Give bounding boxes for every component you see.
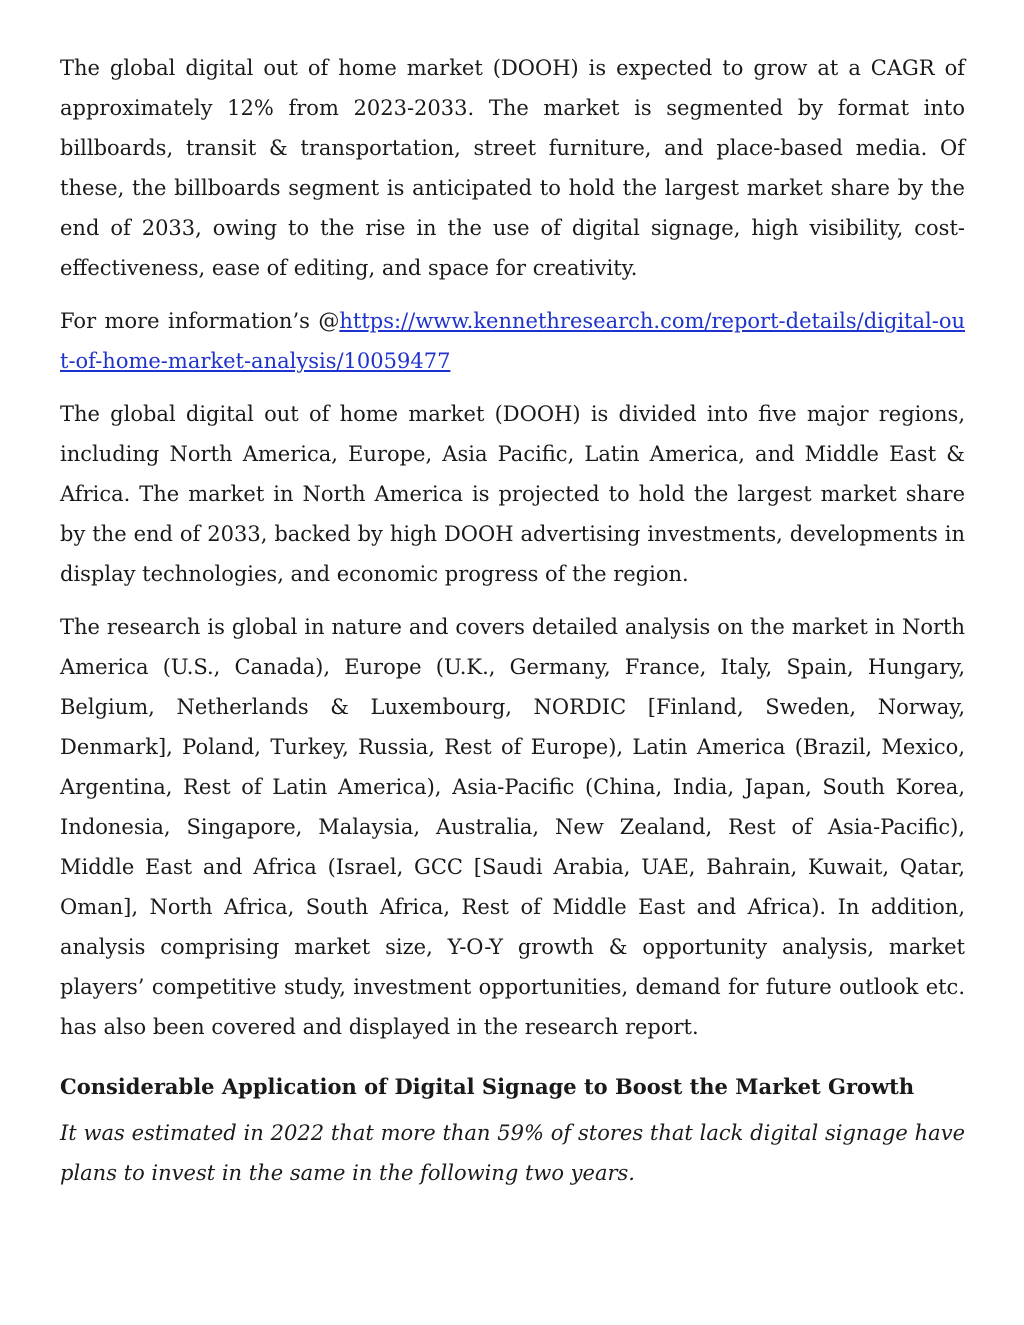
italic-statement: It was estimated in 2022 that more than 59% of stores that lack digital signage have plans to invest in the same in the following two years.: [60, 1121, 965, 1185]
section-heading: Considerable Application of Digital Signage to Boost the Market Growth: [60, 1074, 915, 1099]
more-info-paragraph: [60, 301, 965, 381]
regions-paragraph: The global digital out of home market (DOOH) is divided into five major regions, including North America, Europe, Asia Pacific, Latin America, and Middle East & Africa. The market in North America is projected to hold the largest market share by the end of 2033, backed by high DOOH advertising investments, developments in display technologies, and economic progress of the region.: [60, 402, 965, 586]
document-page: [60, 48, 965, 1206]
coverage-paragraph: The research is global in nature and covers detailed analysis on the market in North America (U.S., Canada), Europe (U.K., Germany, France, Italy, Spain, Hungary, Belgium, Netherlands & Luxembourg, NORDIC [Finland, Sweden, Norway, Denmark], Poland, Turkey, Russia, Rest of Europe), Latin America (Brazil, Mexico, Argentina, Rest of Latin America), Asia-Pacific (China, India, Japan, South Korea, Indonesia, Singapore, Malaysia, Australia, New Zealand, Rest of Asia-Pacific), Middle East and Africa (Israel, GCC [Saudi Arabia, UAE, Bahrain, Kuwait, Qatar, Oman], North Africa, South Africa, Rest of Middle East and Africa). In addition, analysis comprising market size, Y-O-Y growth & opportunity analysis, market players’ competitive study, investment opportunities, demand for future outlook etc. has also been covered and displayed in the research report.: [60, 615, 965, 1039]
intro-paragraph: The global digital out of home market (DOOH) is expected to grow at a CAGR of approximately 12% from 2023-2033. The market is segmented by format into billboards, transit & transportation, street furniture, and place-based media. Of these, the billboards segment is anticipated to hold the largest market share by the end of 2033, owing to the rise in the use of digital signage, high visibility, cost-effectiveness, ease of editing, and space for creativity.: [60, 56, 965, 280]
report-link[interactable]: https://www.kennethresearch.com/report-details/digital-out-of-home-market-analysis/10059477: [60, 309, 965, 373]
more-info-prefix: For more information’s @: [60, 309, 340, 333]
